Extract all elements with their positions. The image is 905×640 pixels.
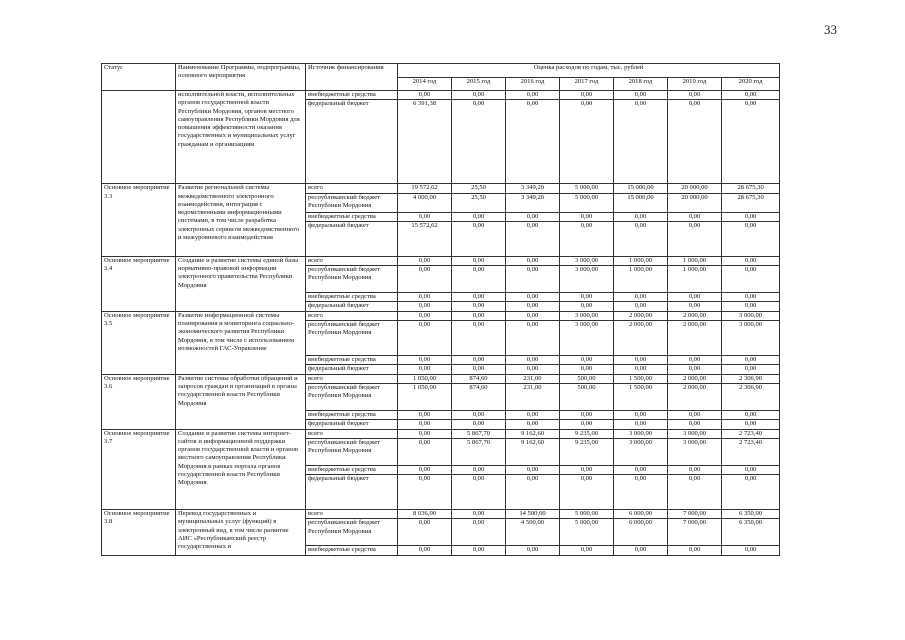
value-cell: 9 162,60	[506, 429, 560, 438]
value-cell: 19 572,62	[398, 184, 452, 193]
value-cell: 0,00	[722, 302, 780, 311]
value-cell: 0,00	[668, 212, 722, 221]
value-cell: 0,00	[722, 266, 780, 293]
source-cell: внебюджетные средства	[306, 356, 398, 365]
value-cell: 0,00	[614, 293, 668, 302]
value-cell: 0,00	[506, 546, 560, 555]
value-cell: 0,00	[560, 302, 614, 311]
value-cell: 0,00	[398, 266, 452, 293]
value-cell: 2 000,00	[668, 321, 722, 356]
header-year: 2014 год	[398, 77, 452, 91]
value-cell: 0,00	[452, 311, 506, 320]
value-cell: 3 000,00	[614, 429, 668, 438]
value-cell: 0,00	[722, 256, 780, 265]
value-cell: 2 000,00	[668, 383, 722, 410]
value-cell: 0,00	[452, 266, 506, 293]
value-cell: 2 000,00	[614, 321, 668, 356]
value-cell: 0,00	[452, 293, 506, 302]
value-cell: 2 000,00	[614, 311, 668, 320]
value-cell: 14 500,00	[506, 510, 560, 519]
value-cell: 0,00	[398, 410, 452, 419]
value-cell: 0,00	[614, 365, 668, 374]
status-cell: Основное мероприятие 3.7	[102, 429, 176, 510]
status-cell: Основное мероприятие 3.5	[102, 311, 176, 374]
status-cell: Основное мероприятие 3.4	[102, 256, 176, 311]
value-cell: 2 000,00	[668, 311, 722, 320]
status-cell: Основное мероприятие 3.6	[102, 374, 176, 429]
value-cell: 28 675,30	[722, 193, 780, 212]
value-cell: 20 000,00	[668, 193, 722, 212]
value-cell: 0,00	[506, 212, 560, 221]
value-cell: 0,00	[506, 356, 560, 365]
value-cell: 0,00	[452, 365, 506, 374]
value-cell: 0,00	[398, 438, 452, 465]
source-cell: всего	[306, 256, 398, 265]
value-cell: 4 500,00	[506, 519, 560, 546]
source-cell: внебюджетные средства	[306, 410, 398, 419]
value-cell: 0,00	[506, 256, 560, 265]
value-cell: 15 572,62	[398, 221, 452, 256]
value-cell: 9 235,00	[560, 438, 614, 465]
value-cell: 0,00	[722, 410, 780, 419]
value-cell: 874,60	[452, 383, 506, 410]
value-cell: 0,00	[614, 302, 668, 311]
table-row	[102, 510, 780, 519]
value-cell: 0,00	[614, 475, 668, 510]
value-cell: 0,00	[614, 546, 668, 555]
value-cell: 0,00	[506, 311, 560, 320]
value-cell: 500,00	[560, 383, 614, 410]
value-cell: 0,00	[560, 546, 614, 555]
table-row	[102, 256, 780, 265]
value-cell: 0,00	[398, 465, 452, 474]
source-cell: всего	[306, 184, 398, 193]
source-cell: республиканский бюджет Республики Мордовия	[306, 519, 398, 546]
value-cell: 1 050,00	[398, 374, 452, 383]
value-cell: 0,00	[452, 519, 506, 546]
value-cell: 4 000,00	[398, 193, 452, 212]
name-cell: Создание и развитие системы единой базы нормативно-правовой информации электронного правительства Республики Мордовия	[176, 256, 306, 311]
value-cell: 0,00	[506, 91, 560, 100]
value-cell: 0,00	[452, 321, 506, 356]
value-cell: 0,00	[560, 465, 614, 474]
value-cell: 5 000,00	[560, 519, 614, 546]
value-cell: 0,00	[398, 475, 452, 510]
value-cell: 2 000,00	[668, 374, 722, 383]
source-cell: внебюджетные средства	[306, 546, 398, 555]
value-cell: 0,00	[506, 293, 560, 302]
value-cell: 0,00	[668, 410, 722, 419]
value-cell: 0,00	[506, 465, 560, 474]
value-cell: 0,00	[560, 356, 614, 365]
value-cell: 0,00	[398, 420, 452, 429]
value-cell: 0,00	[560, 100, 614, 184]
value-cell: 0,00	[452, 100, 506, 184]
header-expenses: Оценка расходов по годам, тыс. рублей	[398, 64, 780, 78]
value-cell: 0,00	[398, 519, 452, 546]
name-cell: Развитие системы обработки обращений и запросов граждан и организаций в органы государственной власти Республики Мордовия	[176, 374, 306, 429]
source-cell: внебюджетные средства	[306, 465, 398, 474]
status-cell: Основное мероприятие 3.8	[102, 510, 176, 556]
value-cell: 20 000,00	[668, 184, 722, 193]
value-cell: 1 000,00	[668, 256, 722, 265]
status-cell: Основное мероприятие 3.3	[102, 184, 176, 257]
source-cell: республиканский бюджет Республики Мордовия	[306, 321, 398, 356]
value-cell: 5 000,00	[560, 193, 614, 212]
value-cell: 0,00	[560, 293, 614, 302]
value-cell: 0,00	[614, 420, 668, 429]
header-source: Источник финансирования	[306, 64, 398, 91]
value-cell: 0,00	[506, 365, 560, 374]
value-cell: 6 350,00	[722, 519, 780, 546]
value-cell: 0,00	[722, 356, 780, 365]
value-cell: 15 000,00	[614, 193, 668, 212]
table-row	[102, 374, 780, 383]
status-cell	[102, 91, 176, 184]
value-cell: 0,00	[722, 420, 780, 429]
source-cell: внебюджетные средства	[306, 212, 398, 221]
value-cell: 15 000,00	[614, 184, 668, 193]
value-cell: 0,00	[560, 420, 614, 429]
value-cell: 0,00	[614, 356, 668, 365]
value-cell: 1 050,00	[398, 383, 452, 410]
value-cell: 5 867,70	[452, 429, 506, 438]
header-year: 2015 год	[452, 77, 506, 91]
source-cell: федеральный бюджет	[306, 475, 398, 510]
value-cell: 8 036,00	[398, 510, 452, 519]
value-cell: 0,00	[668, 356, 722, 365]
value-cell: 0,00	[452, 302, 506, 311]
value-cell: 3 000,00	[560, 266, 614, 293]
header-year: 2018 год	[614, 77, 668, 91]
value-cell: 2 306,90	[722, 383, 780, 410]
source-cell: федеральный бюджет	[306, 100, 398, 184]
value-cell: 6 391,38	[398, 100, 452, 184]
value-cell: 0,00	[668, 365, 722, 374]
header-row	[102, 64, 780, 78]
value-cell: 0,00	[506, 266, 560, 293]
source-cell: внебюджетные средства	[306, 91, 398, 100]
value-cell: 1 000,00	[614, 256, 668, 265]
header-year: 2020 год	[722, 77, 780, 91]
source-cell: республиканский бюджет Республики Мордовия	[306, 383, 398, 410]
page-number: 33	[824, 22, 837, 37]
value-cell: 3 000,00	[560, 321, 614, 356]
budget-table-container	[101, 63, 779, 556]
value-cell: 0,00	[722, 465, 780, 474]
value-cell: 0,00	[668, 293, 722, 302]
value-cell: 0,00	[506, 321, 560, 356]
value-cell: 0,00	[452, 356, 506, 365]
value-cell: 1 000,00	[614, 266, 668, 293]
value-cell: 6 350,00	[722, 510, 780, 519]
value-cell: 0,00	[398, 546, 452, 555]
value-cell: 231,00	[506, 374, 560, 383]
value-cell: 3 000,00	[560, 256, 614, 265]
value-cell: 0,00	[452, 475, 506, 510]
value-cell: 0,00	[722, 365, 780, 374]
value-cell: 3 000,00	[722, 311, 780, 320]
value-cell: 0,00	[398, 302, 452, 311]
value-cell: 0,00	[452, 510, 506, 519]
value-cell: 0,00	[668, 465, 722, 474]
source-cell: всего	[306, 374, 398, 383]
name-cell: Развитие региональной системы межведомственного электронного взаимодействия, интеграция с ведомственными информационными системами, в том числе разработка электронных сервисов межведомственного и межуровневого взаимодействия	[176, 184, 306, 257]
value-cell: 9 162,60	[506, 438, 560, 465]
value-cell: 0,00	[560, 212, 614, 221]
value-cell: 0,00	[614, 465, 668, 474]
name-cell: Развитие информационной системы планирования и мониторинга социально-экономического развития Республики Мордовия, в том числе с использованием возможностей ГАС-Управление	[176, 311, 306, 374]
source-cell: республиканский бюджет Республики Мордовия	[306, 438, 398, 465]
value-cell: 0,00	[722, 91, 780, 100]
value-cell: 0,00	[398, 293, 452, 302]
value-cell: 0,00	[560, 365, 614, 374]
header-status: Статус	[102, 64, 176, 91]
value-cell: 500,00	[560, 374, 614, 383]
name-cell: Перевод государственных и муниципальных услуг (функций) в электронный вид, в том числе развитие АИС «Республиканский реестр государственных и	[176, 510, 306, 556]
value-cell: 3 000,00	[560, 311, 614, 320]
value-cell: 0,00	[614, 91, 668, 100]
name-cell: Создание и развитие системы интернет-сайтов и информационной поддержки органов государственной власти и органов местного самоуправления Республики Мордовия в рамках портала органов государственной власти Республики Мордовия	[176, 429, 306, 510]
value-cell: 0,00	[398, 212, 452, 221]
value-cell: 3 000,00	[668, 438, 722, 465]
value-cell: 0,00	[452, 212, 506, 221]
value-cell: 0,00	[452, 91, 506, 100]
value-cell: 0,00	[722, 293, 780, 302]
source-cell: внебюджетные средства	[306, 293, 398, 302]
value-cell: 0,00	[668, 420, 722, 429]
value-cell: 28 675,30	[722, 184, 780, 193]
value-cell: 1 000,00	[668, 266, 722, 293]
source-cell: всего	[306, 510, 398, 519]
value-cell: 0,00	[398, 356, 452, 365]
value-cell: 0,00	[452, 465, 506, 474]
value-cell: 0,00	[668, 100, 722, 184]
value-cell: 0,00	[506, 100, 560, 184]
value-cell: 0,00	[668, 302, 722, 311]
value-cell: 0,00	[614, 100, 668, 184]
value-cell: 3 349,20	[506, 184, 560, 193]
value-cell: 1 500,00	[614, 383, 668, 410]
value-cell: 0,00	[506, 221, 560, 256]
value-cell: 2 723,40	[722, 438, 780, 465]
header-year: 2017 год	[560, 77, 614, 91]
value-cell: 0,00	[506, 475, 560, 510]
value-cell: 0,00	[398, 311, 452, 320]
source-cell: федеральный бюджет	[306, 302, 398, 311]
budget-table	[101, 63, 780, 556]
value-cell: 0,00	[452, 546, 506, 555]
value-cell: 25,50	[452, 184, 506, 193]
value-cell: 0,00	[614, 221, 668, 256]
source-cell: всего	[306, 429, 398, 438]
value-cell: 1 500,00	[614, 374, 668, 383]
value-cell: 0,00	[560, 91, 614, 100]
source-cell: федеральный бюджет	[306, 420, 398, 429]
value-cell: 0,00	[452, 420, 506, 429]
value-cell: 5 000,00	[560, 184, 614, 193]
value-cell: 6 000,00	[614, 519, 668, 546]
value-cell: 0,00	[506, 420, 560, 429]
value-cell: 0,00	[560, 410, 614, 419]
source-cell: республиканский бюджет Республики Мордовия	[306, 193, 398, 212]
value-cell: 0,00	[722, 475, 780, 510]
value-cell: 5 867,70	[452, 438, 506, 465]
header-year: 2016 год	[506, 77, 560, 91]
value-cell: 0,00	[398, 256, 452, 265]
value-cell: 0,00	[398, 91, 452, 100]
table-body	[102, 91, 780, 556]
value-cell: 0,00	[722, 546, 780, 555]
table-row	[102, 429, 780, 438]
value-cell: 0,00	[560, 475, 614, 510]
value-cell: 0,00	[560, 221, 614, 256]
value-cell: 0,00	[722, 212, 780, 221]
value-cell: 874,60	[452, 374, 506, 383]
value-cell: 0,00	[668, 91, 722, 100]
value-cell: 0,00	[452, 256, 506, 265]
value-cell: 6 000,00	[614, 510, 668, 519]
value-cell: 2 306,90	[722, 374, 780, 383]
value-cell: 0,00	[398, 429, 452, 438]
value-cell: 7 000,00	[668, 510, 722, 519]
source-cell: республиканский бюджет Республики Мордовия	[306, 266, 398, 293]
value-cell: 0,00	[506, 410, 560, 419]
value-cell: 9 235,00	[560, 429, 614, 438]
value-cell: 0,00	[398, 321, 452, 356]
value-cell: 3 000,00	[614, 438, 668, 465]
table-row	[102, 311, 780, 320]
value-cell: 0,00	[668, 221, 722, 256]
header-name: Наименование Программы, подпрограммы, основного мероприятия	[176, 64, 306, 91]
table-row	[102, 91, 780, 100]
value-cell: 3 000,00	[668, 429, 722, 438]
source-cell: федеральный бюджет	[306, 365, 398, 374]
value-cell: 0,00	[668, 475, 722, 510]
header-year: 2019 год	[668, 77, 722, 91]
table-row	[102, 184, 780, 193]
value-cell: 0,00	[668, 546, 722, 555]
value-cell: 0,00	[614, 410, 668, 419]
value-cell: 0,00	[722, 221, 780, 256]
value-cell: 7 000,00	[668, 519, 722, 546]
name-cell: исполнительной власти, исполнительных органов государственной власти Республики Мордовия, органов местного самоуправления Республики Мордовия для повышения эффективности оказания государственных и муниципальных услуг гражданам и организациям	[176, 91, 306, 184]
value-cell: 5 000,00	[560, 510, 614, 519]
source-cell: федеральный бюджет	[306, 221, 398, 256]
value-cell: 3 349,20	[506, 193, 560, 212]
value-cell: 2 723,40	[722, 429, 780, 438]
value-cell: 0,00	[452, 221, 506, 256]
value-cell: 0,00	[722, 100, 780, 184]
value-cell: 25,50	[452, 193, 506, 212]
value-cell: 3 000,00	[722, 321, 780, 356]
value-cell: 231,00	[506, 383, 560, 410]
value-cell: 0,00	[398, 365, 452, 374]
source-cell: всего	[306, 311, 398, 320]
value-cell: 0,00	[452, 410, 506, 419]
value-cell: 0,00	[506, 302, 560, 311]
value-cell: 0,00	[614, 212, 668, 221]
